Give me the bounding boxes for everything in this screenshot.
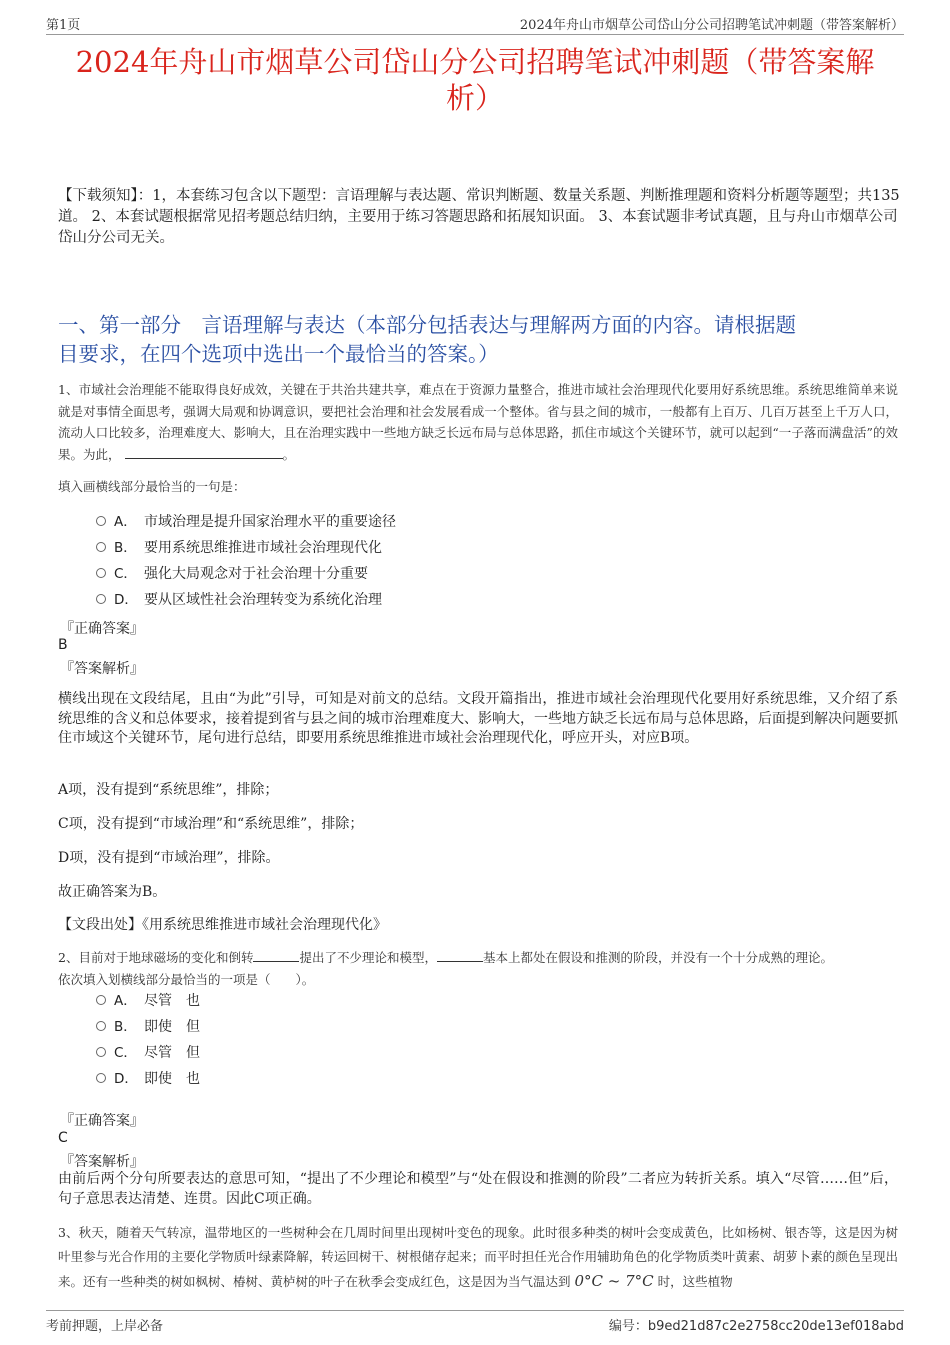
page-header (46, 14, 904, 35)
temperature-range: 0°C ~ 7°C (574, 1272, 654, 1290)
question-3-text: 3、秋天，随着天气转凉，温带地区的一些树种会在几周时间里出现树叶变色的现象。此时很多种类的树叶会变成黄色，比如杨树、银杏等，这是因为树叶里参与光合作用的主要化学物质叶绿素降解，转运回树干、树根储存起来；而平时担任光合作用辅助角色的化学物质类叶黄素、胡萝卜素的颜色呈现出来。还有一些种类的树如枫树、椿树、黄栌树的叶子在秋季会变成红色，这是因为当气温达到 (58, 1225, 898, 1289)
source-citation: 【文段出处】《用系统思维推进市域社会治理现代化》 (58, 917, 387, 933)
option-a-note: A项，没有提到“系统思维”，排除； (58, 782, 279, 798)
question-2-blank-2 (437, 949, 483, 962)
radio-icon[interactable] (96, 542, 106, 552)
radio-icon[interactable] (96, 594, 106, 604)
title-line-1: 2024年舟山市烟草公司岱山分公司招聘笔试冲刺题（带答案解 (75, 45, 875, 79)
correct-answer-label-2: 『正确答案』 (60, 1113, 144, 1129)
analysis-label-2: 『答案解析』 (60, 1154, 144, 1170)
radio-icon[interactable] (96, 1073, 106, 1083)
correct-answer-label: 『正确答案』 (60, 621, 144, 637)
option-2-a[interactable]: A． 尽管 也 (96, 991, 200, 1011)
question-1 (58, 379, 898, 465)
question-1-blank (125, 446, 283, 459)
correct-answer-value: B (58, 637, 68, 653)
question-1-text: 1、市域社会治理能不能取得良好成效，关键在于共治共建共享，难点在于资源力量整合，推进市域社会治理现代化要用好系统思维。系统思维简单来说就是对事情全面思考，强调大局观和协调意识，要把社会治理和社会发展看成一个整体。省与县之间的城市，一般都有上百万、几百万甚至上千万人口，流动人口比较多，治理难度大、影响大，且在治理实践中一些地方缺乏长远布局与总体思路，抓住市域这个关键环节，就可以起到“一子落而满盘活”的效果。为此， (58, 382, 898, 462)
title-line-2: 析） (445, 81, 504, 115)
option-d-note: D项，没有提到“市域治理”，排除。 (58, 850, 280, 866)
header-doc-title: 2024年舟山市烟草公司岱山分公司招聘笔试冲刺题（带答案解析） (519, 18, 904, 33)
question-2-prompt: 依次填入划横线部分最恰当的一项是（ ）。 (58, 971, 315, 987)
footer-slogan: 考前押题，上岸必备 (46, 1319, 164, 1334)
option-2-d[interactable]: D． 即使 也 (96, 1069, 200, 1089)
radio-icon[interactable] (96, 1047, 106, 1057)
option-1-c[interactable]: C． 强化大局观念对于社会治理十分重要 (96, 564, 368, 584)
page-title (50, 44, 900, 116)
analysis-label: 『答案解析』 (60, 661, 144, 677)
option-1-a[interactable]: A． 市域治理是提升国家治理水平的重要途径 (96, 512, 396, 532)
page-number: 第1页 (46, 18, 81, 33)
page-footer (46, 1310, 904, 1334)
section-heading (58, 311, 900, 369)
question-3: 3、秋天，随着天气转凉，温带地区的一些树种会在几周时间里出现树叶变色的现象。此时很多种类的树叶会变成黄色，比如杨树、银杏等，这是因为树叶里参与光合作用的主要化学物质叶绿素降解，转运回树干、树根储存起来；而平时担任光合作用辅助角色的化学物质类叶黄素、胡萝卜素的颜色呈现出来。还有一些种类的树如枫树、椿树、黄栌树的叶子在秋季会变成红色，这是因为当气温达到 0°C ~ 7°C 时，这些植物 (58, 1225, 898, 1290)
section-heading-line-2: 目要求，在四个选项中选出一个最恰当的答案。） (58, 342, 499, 366)
option-2-b[interactable]: B． 即使 但 (96, 1017, 200, 1037)
option-2-c[interactable]: C． 尽管 但 (96, 1043, 200, 1063)
option-1-d[interactable]: D． 要从区域性社会治理转变为系统化治理 (96, 590, 382, 610)
question-2-analysis: 由前后两个分句所要表达的意思可知，“提出了不少理论和模型”与“处在假设和推测的阶段”二者应为转折关系。填入“尽管……但”后，句子意思表达清楚、连贯。因此C项正确。 (58, 1171, 898, 1207)
radio-icon[interactable] (96, 1021, 106, 1031)
section-heading-line-1: 一、第一部分 言语理解与表达（本部分包括表达与理解两方面的内容。请根据题 (58, 313, 796, 337)
footer-code: 编号：b9ed21d87c2e2758cc20de13ef018abd (608, 1319, 904, 1334)
question-1-prompt: 填入画横线部分最恰当的一句是： (58, 479, 246, 494)
question-2: 2、目前对于地球磁场的变化和倒转 提出了不少理论和模型， 基本上都处在假设和推测的阶段，并没有一个十分成熟的理论。 依次填入划横线部分最恰当的一项是（ ）。 (58, 950, 833, 987)
option-c-note: C项，没有提到“市域治理”和“系统思维”，排除； (58, 816, 364, 832)
radio-icon[interactable] (96, 568, 106, 578)
radio-icon[interactable] (96, 516, 106, 526)
radio-icon[interactable] (96, 995, 106, 1005)
conclusion: 故正确答案为B。 (58, 884, 167, 900)
option-1-b[interactable]: B． 要用系统思维推进市域社会治理现代化 (96, 538, 382, 558)
question-1-end: 。 (282, 446, 296, 462)
correct-answer-value-2: C (58, 1130, 68, 1146)
download-notice: 【下载须知】：1，本套练习包含以下题型：言语理解与表达题、常识判断题、数量关系题、判断推理题和资料分析题等题型；共135道。 2、本套试题根据常见招考题总结归纳，主要用于练习答题思路和拓展知识面。 3、本套试题非考试真题，且与舟山市烟草公司岱山分公司无关。 (58, 188, 900, 246)
question-1-analysis: 横线出现在文段结尾，且由“为此”引导，可知是对前文的总结。文段开篇指出，推进市域社会治理现代化要用好系统思维，又介绍了系统思维的含义和总体要求，接着提到省与县之间的城市治理难度大、影响大，一些地方缺乏长远布局与总体思路，后面提到解决问题要抓住市域这个关键环节，尾句进行总结，即要用系统思维推进市域社会治理现代化，呼应开头，对应B项。 (58, 691, 898, 746)
question-2-blank-1 (253, 949, 299, 962)
